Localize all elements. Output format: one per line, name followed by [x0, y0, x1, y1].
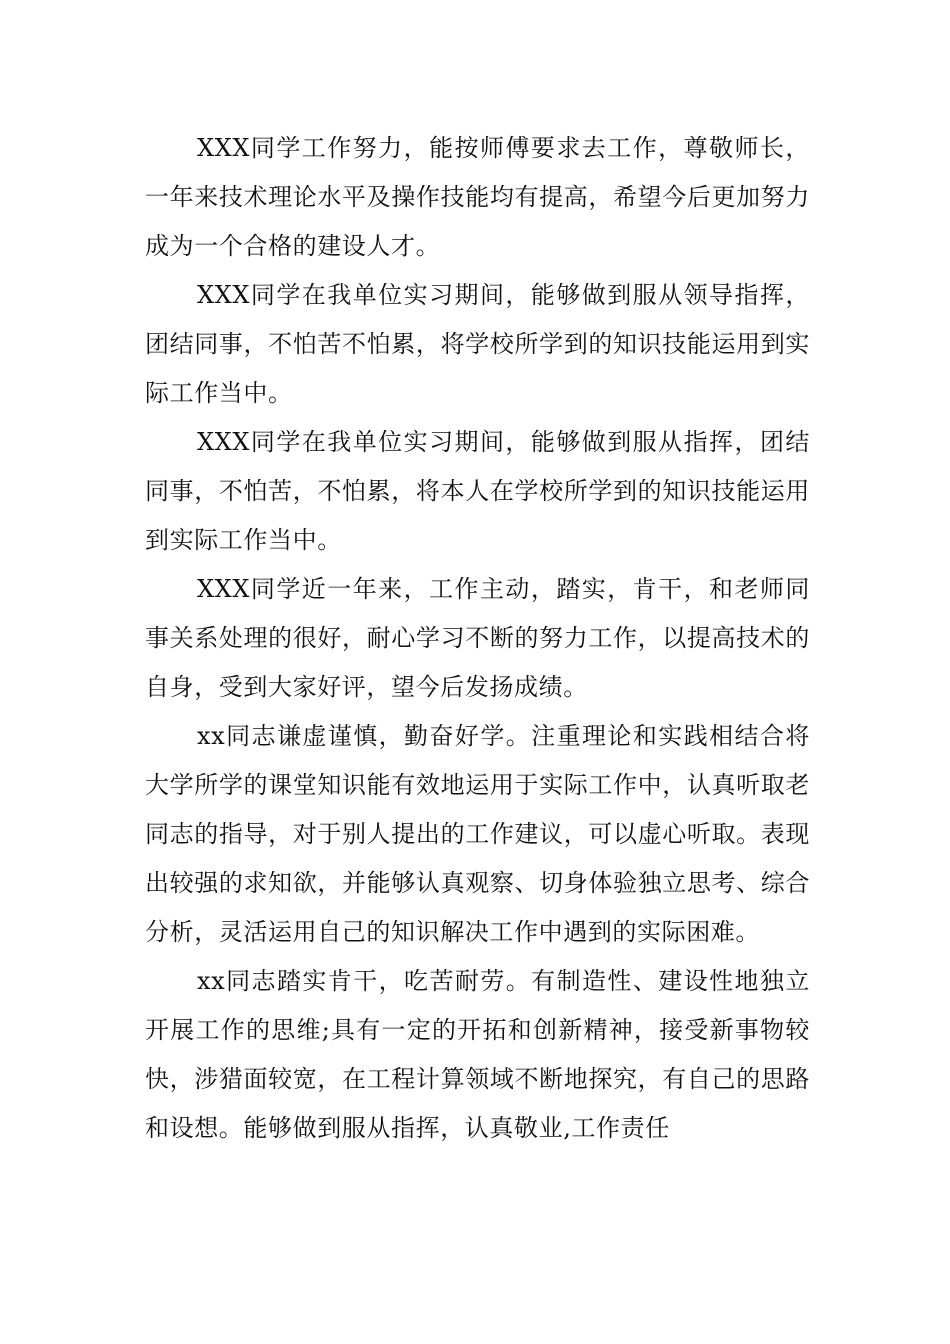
paragraph: XXX同学在我单位实习期间，能够做到服从领导指挥，团结同事，不怕苦不怕累，将学校所学到的知识技能运用到实际工作当中。: [145, 281, 810, 407]
paragraph: XXX同学工作努力，能按师傅要求去工作，尊敬师长，一年来技术理论水平及操作技能均有提高，希望今后更加努力成为一个合格的建设人才。: [145, 134, 810, 260]
paragraph: xx同志踏实肯干，吃苦耐劳。有制造性、建设性地独立开展工作的思维;具有一定的开拓和创新精神，接受新事物较快，涉猎面较宽，在工程计算领域不断地探究，有自己的思路和设想。能够做到服从指挥，认真敬业,工作责任: [145, 967, 810, 1142]
paragraph: XXX同学近一年来，工作主动，踏实，肯干，和老师同事关系处理的很好，耐心学习不断的努力工作，以提高技术的自身，受到大家好评，望今后发扬成绩。: [145, 575, 810, 701]
paragraph: xx同志谦虚谨慎，勤奋好学。注重理论和实践相结合将大学所学的课堂知识能有效地运用于实际工作中，认真听取老同志的指导，对于别人提出的工作建议，可以虚心听取。表现出较强的求知欲，并能够认真观察、切身体验独立思考、综合分析，灵活运用自己的知识解决工作中遇到的实际困难。: [145, 722, 810, 946]
paragraph: XXX同学在我单位实习期间，能够做到服从指挥，团结同事，不怕苦，不怕累，将本人在学校所学到的知识技能运用到实际工作当中。: [145, 428, 810, 554]
document-body: [145, 124, 810, 1153]
